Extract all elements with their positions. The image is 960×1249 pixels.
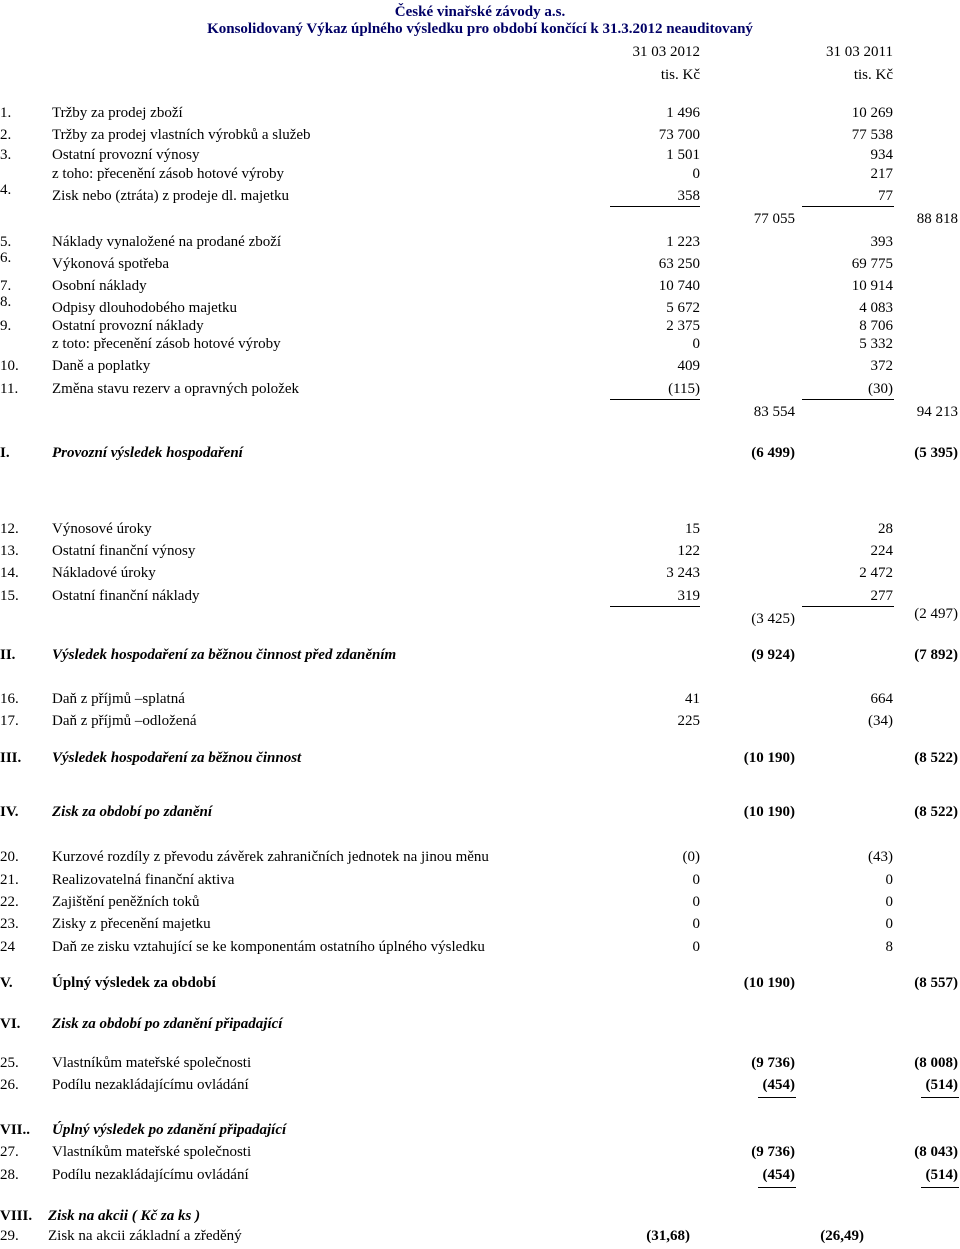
row-no: 3. [0,147,12,163]
row-label: Vlastníkům mateřské společnosti [52,1055,252,1071]
col2-unit: tis. Kč [853,67,893,83]
row-no: 20. [0,849,19,865]
row-no: 28. [0,1167,19,1183]
row-value-2012: 0 [692,894,700,910]
row-no: 27. [0,1144,19,1160]
row-label: Ostatní provozní náklady [52,318,204,334]
row-value-2011: (26,49) [820,1228,864,1244]
row-value-2011: (514) [925,1167,958,1183]
row-no: 15. [0,588,19,604]
sum-line [802,606,894,607]
row-label: Podílu nezakládajícímu ovládání [52,1077,249,1093]
section-no: VIII. [0,1208,33,1224]
row-value-2012: 63 250 [658,256,700,272]
row-value-2012: 1 501 [666,147,700,163]
row-no: 7. [0,278,12,294]
row-value-2011: 277 [870,588,893,604]
row-value-2011: 10 269 [851,105,893,121]
section-label: Výsledek hospodaření za běžnou činnost [52,750,302,766]
sum-line [758,1097,796,1098]
section-label: Úplný výsledek po zdanění připadající [52,1122,287,1138]
row-value-2012: 0 [692,872,700,888]
row-value-2011: (8 043) [914,1144,958,1160]
row-value-2011: (514) [925,1077,958,1093]
sum-line [610,399,700,400]
row-value-2011: 69 775 [851,256,893,272]
row-label: Zisky z přecenění majetku [52,916,211,932]
row-label: Zisk nebo (ztráta) z prodeje dl. majetku [52,188,289,204]
row-value-2012: 358 [677,188,700,204]
row-no: 22. [0,894,19,910]
row-no: 29. [0,1228,19,1244]
row-value-2011: 8 [885,939,893,955]
row-no: 2. [0,127,12,143]
row-label: Ostatní finanční náklady [52,588,200,604]
row-value-2011: 393 [870,234,893,250]
subtotal-2012: (3 425) [751,611,795,627]
row-value-2012: (454) [762,1077,795,1093]
section-value-2011: (8 557) [914,975,958,991]
row-value-2011: 77 538 [851,127,893,143]
row-no: 13. [0,543,19,559]
row-value-2011: 0 [885,894,893,910]
row-value-2011: 10 914 [851,278,893,294]
section-no: IV. [0,804,19,820]
sum-line [921,1187,959,1188]
section-no: I. [0,445,10,461]
section-no: II. [0,647,16,663]
row-label: Osobní náklady [52,278,147,294]
row-no: 1. [0,105,12,121]
row-label: Vlastníkům mateřské společnosti [52,1144,252,1160]
subtotal-2011: 94 213 [916,404,958,420]
row-label: Náklady vynaložené na prodané zboží [52,234,282,250]
section-label: Provozní výsledek hospodaření [52,445,243,461]
section-value-2011: (5 395) [914,445,958,461]
row-label: Podílu nezakládajícímu ovládání [52,1167,249,1183]
section-no: VII.. [0,1122,31,1138]
section-value-2012: (9 924) [751,647,795,663]
subtotal-2012: 77 055 [753,211,795,227]
row-value-2012: (9 736) [751,1144,795,1160]
col1-date: 31 03 2012 [632,44,700,60]
row-value-2012: 1 223 [666,234,700,250]
row-no: 26. [0,1077,19,1093]
row-value-2012: (0) [682,849,700,865]
sum-line [802,399,894,400]
row-value-2011: 77 [878,188,893,204]
row-no: 11. [0,381,19,397]
row-label: Nákladové úroky [52,565,156,581]
row-no: 10. [0,358,19,374]
section-no: III. [0,750,22,766]
row-value-2012: 0 [692,916,700,932]
row-value-2012: 15 [685,521,700,537]
row-value-2012: 5 672 [666,300,700,316]
row-label: Kurzové rozdíly z převodu závěrek zahraničních jednotek na jinou měnu [52,849,489,865]
row-value-2011: 934 [870,147,893,163]
row-value-2012: (31,68) [646,1228,690,1244]
row-label: Realizovatelná finanční aktiva [52,872,235,888]
section-value-2011: (8 522) [914,804,958,820]
row-no: 25. [0,1055,19,1071]
row-no: 17. [0,713,19,729]
row-label: Daň z příjmů –odložená [52,713,197,729]
row-label: Ostatní finanční výnosy [52,543,196,559]
row-value-2011: (34) [868,713,893,729]
row-value-2011: 224 [870,543,893,559]
section-label: Zisk na akcii ( Kč za ks ) [48,1208,201,1224]
row-value-2012: (9 736) [751,1055,795,1071]
section-value-2012: (10 190) [743,975,795,991]
section-value-2012: (6 499) [751,445,795,461]
subtotal-2011: (2 497) [914,606,958,622]
row-value-2012: 73 700 [658,127,700,143]
section-value-2012: (10 190) [743,750,795,766]
row-no: 4. [0,182,12,198]
row-value-2011: (30) [868,381,893,397]
sum-line [610,606,700,607]
section-no: V. [0,975,13,991]
row-value-2012: 0 [692,166,700,182]
row-label: Výnosové úroky [52,521,152,537]
row-label: Daně a poplatky [52,358,151,374]
row-label: z toto: přecenění zásob hotové výroby [52,336,281,352]
row-label: Změna stavu rezerv a opravných položek [52,381,299,397]
sum-line [921,1097,959,1098]
sum-line [758,1187,796,1188]
row-value-2012: (115) [668,381,700,397]
row-value-2011: 0 [885,916,893,932]
row-value-2011: (43) [868,849,893,865]
subtotal-2011: 88 818 [916,211,958,227]
row-label: Zajištění peněžních toků [52,894,200,910]
row-value-2012: 409 [677,358,700,374]
row-label: z toho: přecenění zásob hotové výroby [52,166,285,182]
section-no: VI. [0,1016,21,1032]
row-no: 23. [0,916,19,932]
row-no: 8. [0,294,12,310]
row-value-2011: 8 706 [859,318,893,334]
row-no: 9. [0,318,12,334]
report-title: Konsolidovaný Výkaz úplného výsledku pro období končící k 31.3.2012 neauditovaný [207,21,753,37]
section-label: Zisk za období po zdanění připadající [52,1016,283,1032]
row-label: Ostatní provozní výnosy [52,147,200,163]
section-value-2012: (10 190) [743,804,795,820]
row-no: 5. [0,234,12,250]
row-value-2012: 10 740 [658,278,700,294]
row-value-2012: 319 [677,588,700,604]
row-value-2011: 4 083 [859,300,893,316]
row-no: 14. [0,565,19,581]
row-value-2011: 372 [870,358,893,374]
row-label: Daň ze zisku vztahující se ke komponentám ostatního úplného výsledku [52,939,485,955]
section-label: Výsledek hospodaření za běžnou činnost před zdaněním [52,647,397,663]
row-value-2012: 1 496 [666,105,700,121]
row-value-2011: 0 [885,872,893,888]
section-value-2011: (7 892) [914,647,958,663]
col2-date: 31 03 2011 [826,44,893,60]
row-value-2012: 225 [677,713,700,729]
row-value-2012: (454) [762,1167,795,1183]
col1-unit: tis. Kč [660,67,700,83]
company-name: České vinařské závody a.s. [394,4,566,20]
row-no: 16. [0,691,19,707]
sum-line [610,206,700,207]
row-no: 12. [0,521,19,537]
row-value-2012: 0 [692,939,700,955]
row-label: Výkonová spotřeba [52,256,170,272]
row-no: 6. [0,250,12,266]
row-value-2012: 41 [685,691,700,707]
row-no: 24 [0,939,15,955]
section-label: Zisk za období po zdanění [52,804,213,820]
row-label: Tržby za prodej zboží [52,105,183,121]
section-value-2011: (8 522) [914,750,958,766]
row-value-2012: 3 243 [666,565,700,581]
row-value-2012: 2 375 [666,318,700,334]
row-value-2011: (8 008) [914,1055,958,1071]
row-value-2011: 28 [878,521,893,537]
sum-line [802,206,894,207]
row-label: Tržby za prodej vlastních výrobků a služeb [52,127,311,143]
row-label: Odpisy dlouhodobého majetku [52,300,237,316]
row-label: Zisk na akcii základní a zředěný [48,1228,242,1244]
row-value-2011: 2 472 [859,565,893,581]
subtotal-2012: 83 554 [753,404,795,420]
row-value-2012: 0 [692,336,700,352]
row-value-2011: 664 [870,691,893,707]
row-value-2012: 122 [677,543,700,559]
section-label: Úplný výsledek za období [52,975,216,991]
row-no: 21. [0,872,19,888]
row-label: Daň z příjmů –splatná [52,691,185,707]
row-value-2011: 5 332 [859,336,893,352]
row-value-2011: 217 [870,166,893,182]
